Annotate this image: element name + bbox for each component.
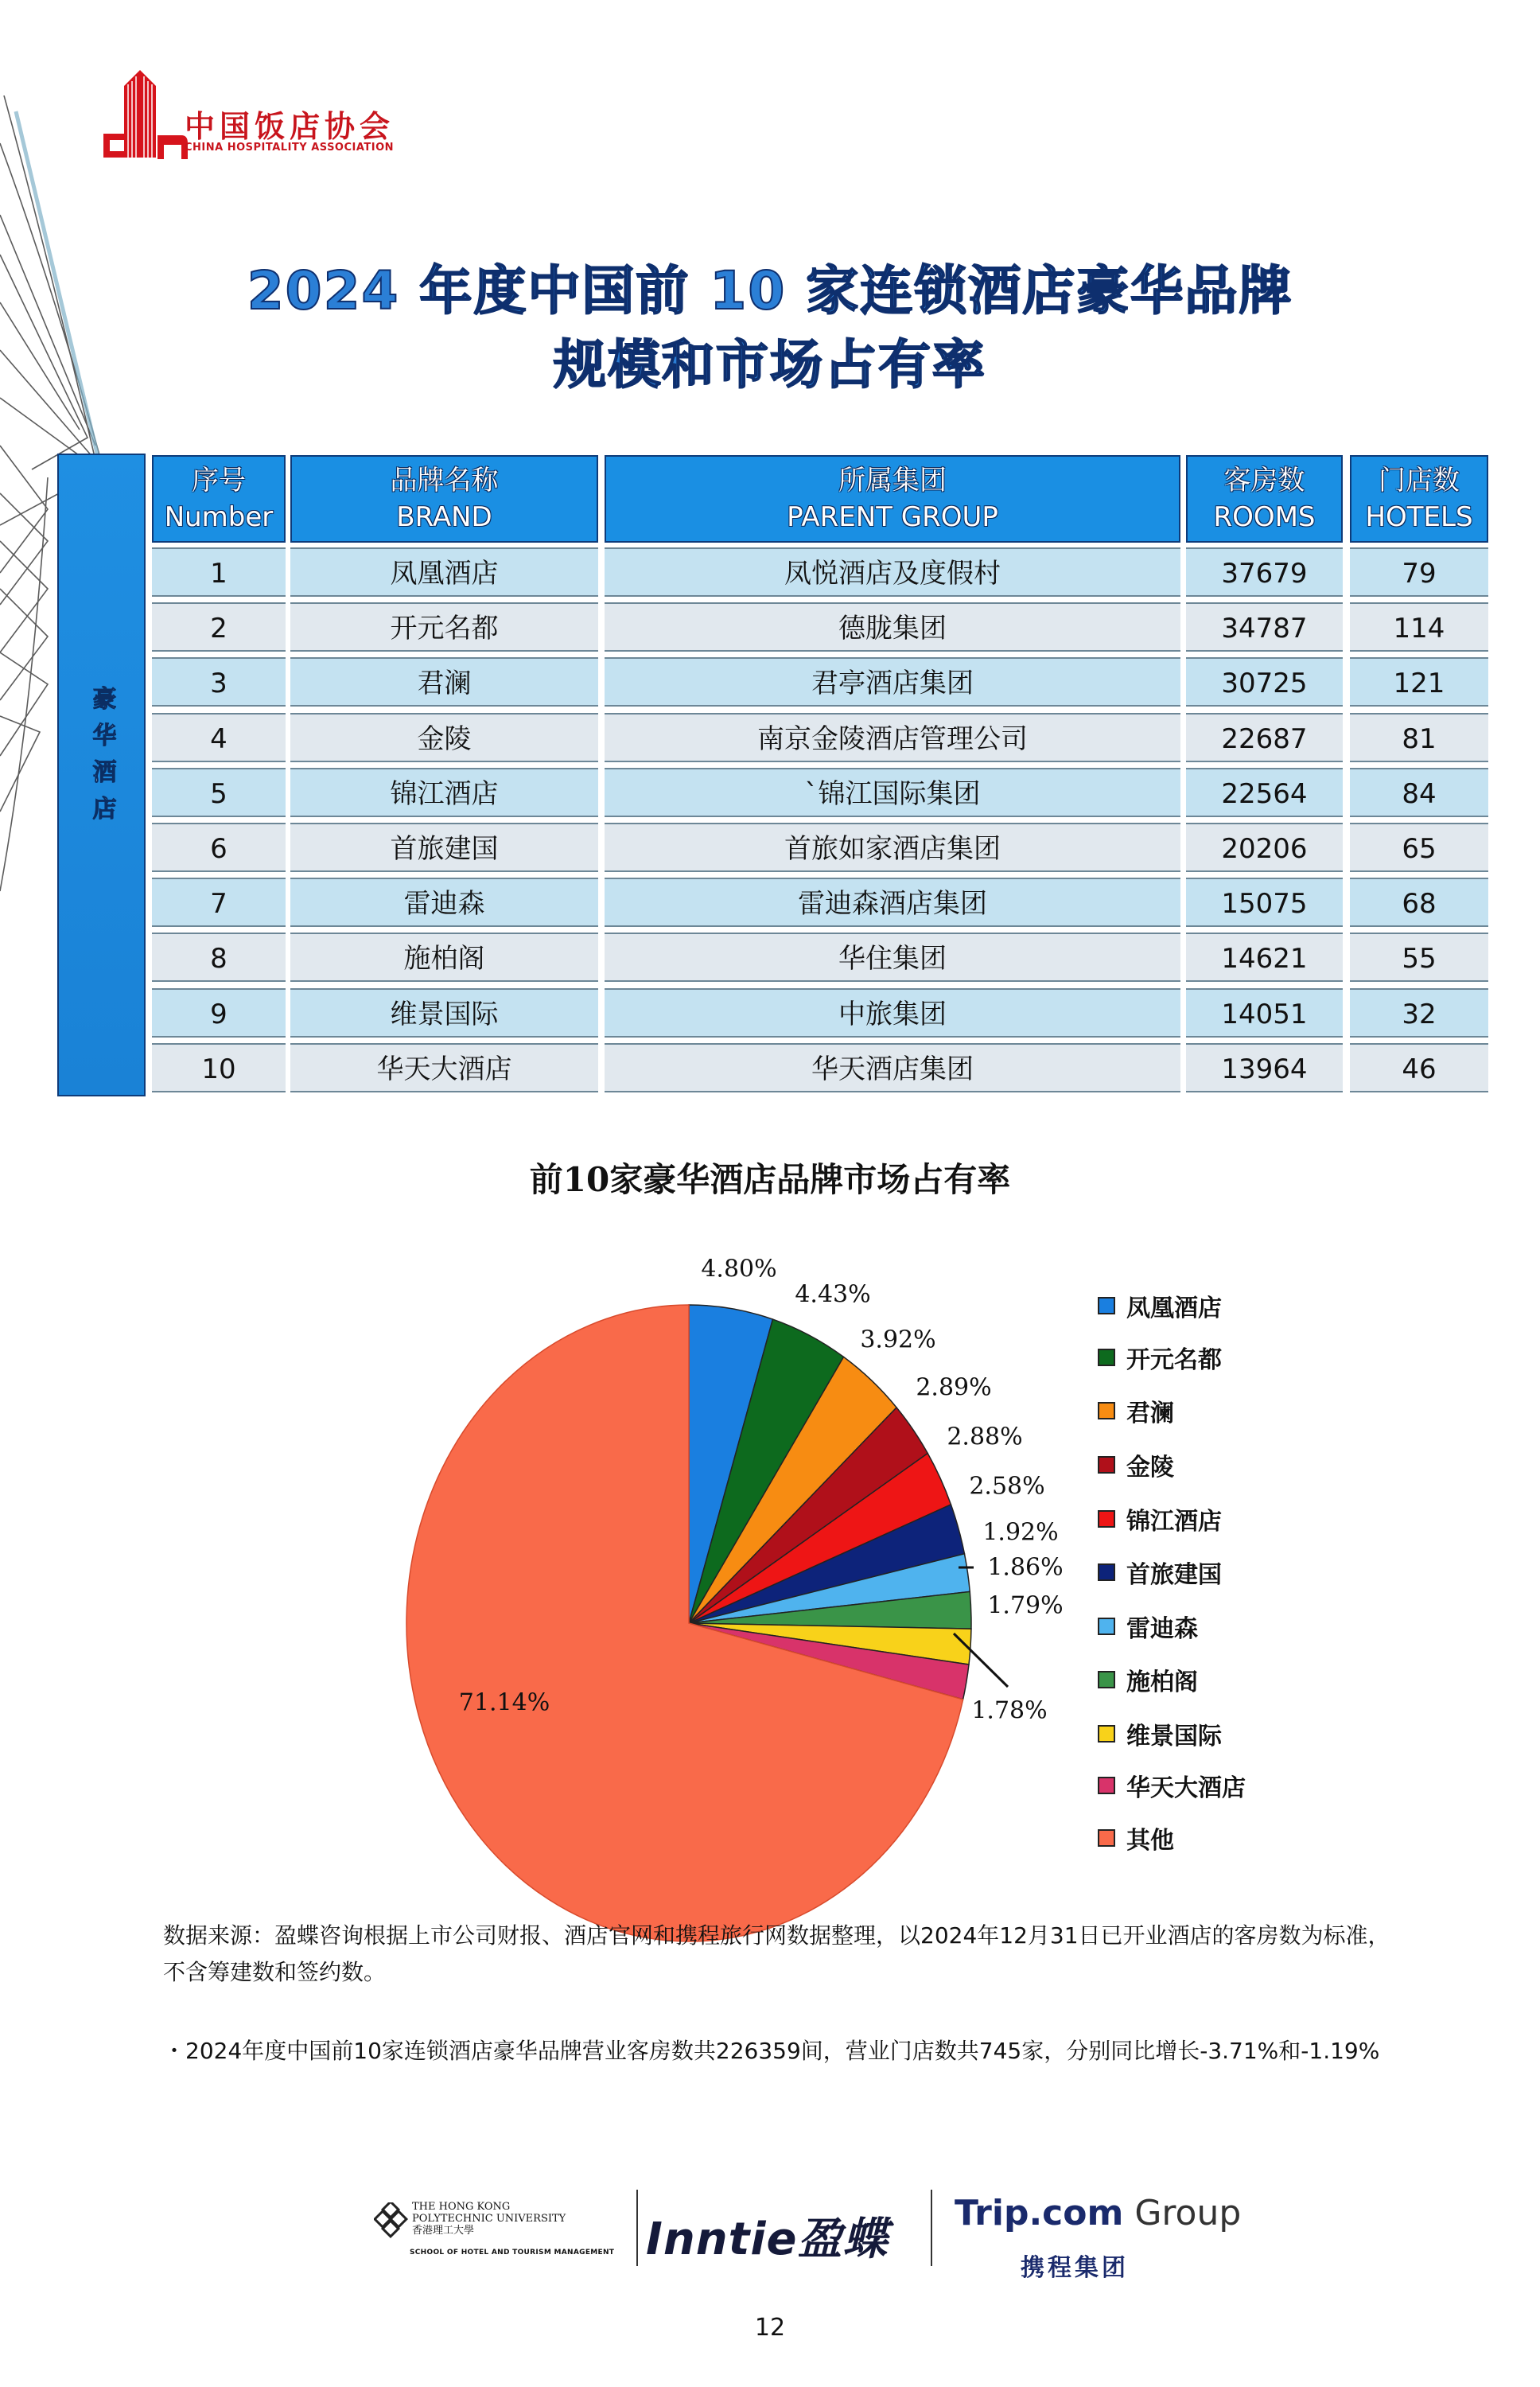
legend-label: 君澜 (1126, 1400, 1174, 1427)
pie-label: 4.43% (795, 1280, 871, 1309)
legend-swatch (1098, 1777, 1115, 1794)
legend-swatch (1098, 1618, 1115, 1635)
legend-label: 开元名都 (1126, 1346, 1222, 1374)
legend-label: 雷迪森 (1126, 1615, 1198, 1643)
cell-hotels: 79 (1350, 547, 1488, 597)
cell-number: 4 (152, 713, 286, 762)
cell-rooms: 13964 (1186, 1043, 1343, 1092)
cell-group: 华住集团 (605, 933, 1180, 982)
cell-rooms: 14051 (1186, 988, 1343, 1038)
legend-item (1098, 1822, 1174, 1854)
cell-brand: 维景国际 (290, 988, 598, 1038)
cell-number: 10 (152, 1043, 286, 1092)
legend-swatch (1098, 1671, 1115, 1688)
polyu-name (412, 2201, 566, 2237)
legend-item (1098, 1610, 1198, 1642)
cell-hotels: 46 (1350, 1043, 1488, 1092)
header-hotels-cn: 门店数 (1379, 465, 1460, 496)
legend-item (1098, 1503, 1222, 1535)
page-title-line1: 2024 年度中国前 10 家连锁酒店豪华品牌 (247, 260, 1293, 321)
cell-number: 3 (152, 657, 286, 707)
page-number: 12 (754, 2314, 786, 2342)
cell-brand: 锦江酒店 (290, 768, 598, 817)
cell-rooms: 15075 (1186, 878, 1343, 927)
legend-item (1098, 1664, 1198, 1696)
chart-title: 前10家豪华酒店品牌市场占有率 (529, 1160, 1011, 1199)
tripcom-cn: 携程集团 (1021, 2254, 1129, 2282)
pie-label: 3.92% (860, 1326, 936, 1354)
cell-hotels: 121 (1350, 657, 1488, 707)
legend-item (1098, 1718, 1222, 1750)
cell-brand: 施柏阁 (290, 933, 598, 982)
cell-group: 南京金陵酒店管理公司 (605, 713, 1180, 762)
pie-label: 71.14% (458, 1688, 550, 1717)
cell-rooms: 14621 (1186, 933, 1343, 982)
cell-hotels: 81 (1350, 713, 1488, 762)
summary-note: ・2024年度中国前10家连锁酒店豪华品牌营业客房数共226359间，营业门店数共745家，分别同比增长-3.71%和-1.19% (163, 2038, 1380, 2064)
cell-rooms: 22564 (1186, 768, 1343, 817)
cell-brand: 雷迪森 (290, 878, 598, 927)
cell-rooms: 30725 (1186, 657, 1343, 707)
cell-number: 1 (152, 547, 286, 597)
header-number-cn: 序号 (192, 465, 246, 496)
legend-swatch (1098, 1510, 1115, 1528)
polyu-line2: POLYTECHNIC UNIVERSITY (412, 2213, 566, 2225)
cell-hotels: 114 (1350, 602, 1488, 652)
tripcom-logo (955, 2193, 1241, 2233)
data-source-note: 数据来源：盈蝶咨询根据上市公司财报、酒店官网和携程旅行网数据整理，以2024年12月31日已开业酒店的客房数为标准，不含筹建数和签约数。 (163, 1922, 1390, 1985)
cell-brand: 华天大酒店 (290, 1043, 598, 1092)
pie-label: 2.58% (969, 1472, 1045, 1501)
header-rooms-cn: 客房数 (1223, 465, 1305, 496)
cell-group: 君亭酒店集团 (605, 657, 1180, 707)
legend-item (1098, 1341, 1222, 1373)
cell-brand: 首旅建国 (290, 823, 598, 872)
cell-hotels: 55 (1350, 933, 1488, 982)
legend-label: 金陵 (1126, 1454, 1174, 1482)
legend-item (1098, 1770, 1246, 1801)
legend-label: 锦江酒店 (1126, 1508, 1222, 1536)
cell-hotels: 32 (1350, 988, 1488, 1038)
pie-label: 2.88% (947, 1423, 1023, 1451)
legend-label: 施柏阁 (1126, 1669, 1198, 1696)
logo-cn-text: 中国饭店协会 (185, 108, 395, 144)
cell-number: 8 (152, 933, 286, 982)
header-hotels-en: HOTELS (1365, 501, 1473, 533)
polyu-line1: THE HONG KONG (412, 2201, 511, 2213)
cell-group: 德胧集团 (605, 602, 1180, 652)
legend-swatch (1098, 1725, 1115, 1743)
pie-label: 1.86% (987, 1553, 1064, 1582)
cell-hotels: 65 (1350, 823, 1488, 872)
cell-rooms: 37679 (1186, 547, 1343, 597)
logo-en-text: CHINA HOSPITALITY ASSOCIATION (185, 142, 395, 154)
inntie-logo: Inntie盈蝶 (646, 2214, 889, 2265)
header-group-en: PARENT GROUP (787, 501, 998, 533)
legend-swatch (1098, 1829, 1115, 1847)
cell-rooms: 20206 (1186, 823, 1343, 872)
cell-brand: 凤凰酒店 (290, 547, 598, 597)
legend-item (1098, 1556, 1222, 1588)
legend-item (1098, 1395, 1174, 1427)
legend-label: 首旅建国 (1126, 1561, 1222, 1589)
legend-swatch (1098, 1349, 1115, 1366)
trip-main: Trip.com (955, 2193, 1124, 2233)
cell-number: 6 (152, 823, 286, 872)
cell-number: 5 (152, 768, 286, 817)
legend-swatch (1098, 1456, 1115, 1474)
cell-number: 7 (152, 878, 286, 927)
pie-label: 1.79% (987, 1591, 1064, 1620)
legend-item (1098, 1290, 1222, 1322)
pie-label: 2.89% (916, 1373, 992, 1402)
cell-brand: 开元名都 (290, 602, 598, 652)
cell-brand: 金陵 (290, 713, 598, 762)
cell-hotels: 68 (1350, 878, 1488, 927)
cell-group: 雷迪森酒店集团 (605, 878, 1180, 927)
cell-group: 首旅如家酒店集团 (605, 823, 1180, 872)
footer-divider (931, 2190, 932, 2266)
page-title-line2: 规模和市场占有率 (554, 334, 986, 395)
cell-hotels: 84 (1350, 768, 1488, 817)
trip-group: Group (1123, 2193, 1242, 2233)
header-brand-en: BRAND (396, 501, 492, 533)
header-group-cn: 所属集团 (838, 465, 947, 496)
header-brand-cn: 品牌名称 (390, 465, 499, 496)
cell-number: 9 (152, 988, 286, 1038)
pie-label: 4.80% (701, 1255, 777, 1283)
cell-group: 华天酒店集团 (605, 1043, 1180, 1092)
legend-label: 其他 (1126, 1827, 1174, 1855)
polyu-school: SCHOOL OF HOTEL AND TOURISM MANAGEMENT (410, 2249, 615, 2257)
legend-label: 凤凰酒店 (1126, 1295, 1222, 1322)
legend-label: 维景国际 (1126, 1723, 1222, 1750)
cell-number: 2 (152, 602, 286, 652)
polyu-line3: 香港理工大學 (412, 2225, 475, 2237)
cell-brand: 君澜 (290, 657, 598, 707)
footer-divider (636, 2190, 638, 2266)
legend-label: 华天大酒店 (1126, 1774, 1246, 1802)
cell-group: `锦江国际集团 (605, 768, 1180, 817)
cell-group: 凤悦酒店及度假村 (605, 547, 1180, 597)
pie-label: 1.78% (971, 1696, 1048, 1725)
cell-rooms: 34787 (1186, 602, 1343, 652)
polyu-logo-icon (374, 2202, 412, 2241)
header-rooms-en: ROOMS (1213, 501, 1316, 533)
legend-swatch (1098, 1297, 1115, 1314)
legend-swatch (1098, 1563, 1115, 1581)
side-category-label: 豪华酒店 (88, 686, 116, 832)
cell-rooms: 22687 (1186, 713, 1343, 762)
cell-group: 中旅集团 (605, 988, 1180, 1038)
legend-item (1098, 1449, 1174, 1481)
legend-swatch (1098, 1402, 1115, 1419)
header-number-en: Number (164, 501, 274, 533)
pie-label: 1.92% (982, 1518, 1059, 1547)
